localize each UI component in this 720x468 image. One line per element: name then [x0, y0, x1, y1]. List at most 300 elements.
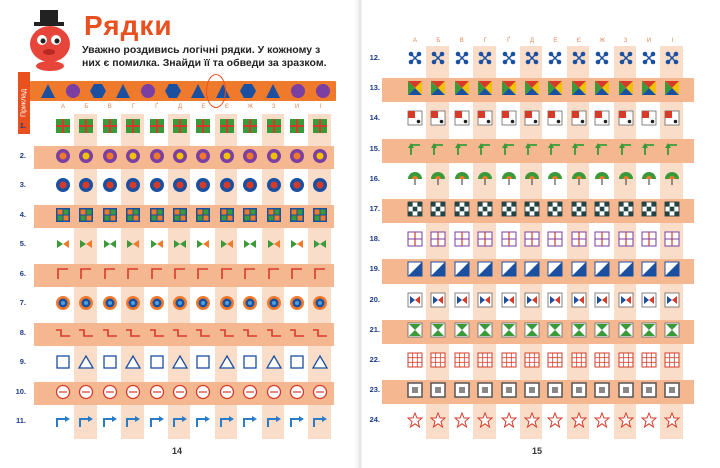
diagonal-square-cell[interactable]	[523, 260, 541, 278]
corner-bracket-cell[interactable]	[124, 265, 142, 283]
diagonal-square-icon	[454, 261, 470, 277]
red-grid-square-cell[interactable]	[570, 351, 588, 369]
arrow-turn-cell[interactable]	[77, 412, 95, 430]
bowtie-cell[interactable]	[265, 235, 283, 253]
bowtie-cell[interactable]	[124, 235, 142, 253]
red-grid-square-cell[interactable]	[663, 351, 681, 369]
purple-dot-cell[interactable]	[54, 147, 72, 165]
four-dot-knot-cell[interactable]	[406, 49, 424, 67]
line-square-cell[interactable]	[570, 230, 588, 248]
target-dot-cell[interactable]	[194, 176, 212, 194]
split-triangle-square-cell[interactable]	[523, 79, 541, 97]
corner-bracket-cell[interactable]	[288, 265, 306, 283]
bowtie-cell[interactable]	[77, 235, 95, 253]
hourglass-square-cell[interactable]	[546, 321, 564, 339]
red-dot-square-cell[interactable]	[663, 109, 681, 127]
step-line-cell[interactable]	[171, 324, 189, 342]
split-triangle-square-cell[interactable]	[593, 79, 611, 97]
green-corner-arrow-cell[interactable]	[453, 140, 471, 158]
split-triangle-square-cell[interactable]	[500, 79, 518, 97]
red-grid-square-cell[interactable]	[453, 351, 471, 369]
arrow-turn-cell[interactable]	[241, 412, 259, 430]
checker-square-cell[interactable]	[500, 200, 518, 218]
hourglass-square-cell[interactable]	[500, 321, 518, 339]
road-sign-cell[interactable]	[54, 353, 72, 371]
split-triangle-square-cell[interactable]	[617, 79, 635, 97]
square-cross-cell[interactable]	[311, 117, 329, 135]
round-sign-cell[interactable]	[101, 383, 119, 401]
bowtie-cell[interactable]	[148, 235, 166, 253]
diagonal-square-cell[interactable]	[429, 260, 447, 278]
line-square-cell[interactable]	[593, 230, 611, 248]
diagonal-square-cell[interactable]	[476, 260, 494, 278]
gray-frame-square-cell[interactable]	[406, 381, 424, 399]
checker-square-cell[interactable]	[593, 200, 611, 218]
target-dot-cell[interactable]	[124, 176, 142, 194]
road-sign-cell[interactable]	[265, 353, 283, 371]
purple-dot-cell[interactable]	[194, 147, 212, 165]
arrow-turn-icon	[149, 413, 165, 429]
diagonal-square-cell[interactable]	[406, 260, 424, 278]
corner-bracket-cell[interactable]	[311, 265, 329, 283]
corner-bracket-cell[interactable]	[77, 265, 95, 283]
round-sign-cell[interactable]	[288, 383, 306, 401]
purple-dot-cell[interactable]	[124, 147, 142, 165]
bowtie-square-cell[interactable]	[593, 291, 611, 309]
round-sign-cell[interactable]	[311, 383, 329, 401]
umbrella-cell[interactable]	[640, 170, 658, 188]
star-cell[interactable]	[500, 411, 518, 429]
green-corner-arrow-cell[interactable]	[523, 140, 541, 158]
bowtie-square-cell[interactable]	[663, 291, 681, 309]
target-ring-cell[interactable]	[54, 294, 72, 312]
star-cell[interactable]	[523, 411, 541, 429]
step-line-cell[interactable]	[194, 324, 212, 342]
corner-bracket-cell[interactable]	[265, 265, 283, 283]
gray-frame-square-cell[interactable]	[476, 381, 494, 399]
target-ring-cell[interactable]	[148, 294, 166, 312]
target-dot-cell[interactable]	[218, 176, 236, 194]
step-line-cell[interactable]	[54, 324, 72, 342]
corner-bracket-cell[interactable]	[148, 265, 166, 283]
bowtie-cell[interactable]	[54, 235, 72, 253]
square-cross-cell[interactable]	[124, 117, 142, 135]
green-corner-arrow-cell[interactable]	[476, 140, 494, 158]
four-dot-knot-cell[interactable]	[429, 49, 447, 67]
square-cross-cell[interactable]	[54, 117, 72, 135]
bowtie-cell[interactable]	[218, 235, 236, 253]
checker-square-cell[interactable]	[476, 200, 494, 218]
green-corner-arrow-cell[interactable]	[570, 140, 588, 158]
hourglass-square-cell[interactable]	[570, 321, 588, 339]
grid-square-cell[interactable]	[148, 206, 166, 224]
line-square-icon	[454, 231, 470, 247]
star-cell[interactable]	[476, 411, 494, 429]
grid-square-cell[interactable]	[54, 206, 72, 224]
red-grid-square-cell[interactable]	[593, 351, 611, 369]
round-sign-cell[interactable]	[77, 383, 95, 401]
diagonal-square-cell[interactable]	[593, 260, 611, 278]
grid-square-cell[interactable]	[101, 206, 119, 224]
purple-dot-cell[interactable]	[241, 147, 259, 165]
purple-dot-cell[interactable]	[171, 147, 189, 165]
bowtie-cell[interactable]	[241, 235, 259, 253]
four-dot-knot-cell[interactable]	[570, 49, 588, 67]
red-dot-square-cell[interactable]	[406, 109, 424, 127]
grid-square-cell[interactable]	[218, 206, 236, 224]
purple-dot-cell[interactable]	[288, 147, 306, 165]
checker-square-cell[interactable]	[617, 200, 635, 218]
hourglass-square-cell[interactable]	[617, 321, 635, 339]
corner-bracket-cell[interactable]	[218, 265, 236, 283]
split-triangle-square-cell[interactable]	[453, 79, 471, 97]
hourglass-square-cell[interactable]	[593, 321, 611, 339]
line-square-cell[interactable]	[617, 230, 635, 248]
target-ring-cell[interactable]	[311, 294, 329, 312]
red-dot-square-cell[interactable]	[429, 109, 447, 127]
red-dot-square-cell[interactable]	[640, 109, 658, 127]
gray-frame-square-cell[interactable]	[453, 381, 471, 399]
diagonal-square-icon	[501, 261, 517, 277]
road-sign-cell[interactable]	[77, 353, 95, 371]
line-square-cell[interactable]	[500, 230, 518, 248]
target-ring-cell[interactable]	[218, 294, 236, 312]
four-dot-knot-cell[interactable]	[640, 49, 658, 67]
step-line-cell[interactable]	[101, 324, 119, 342]
checker-square-cell[interactable]	[453, 200, 471, 218]
arrow-turn-cell[interactable]	[194, 412, 212, 430]
red-grid-square-cell[interactable]	[546, 351, 564, 369]
umbrella-cell[interactable]	[406, 170, 424, 188]
split-triangle-square-cell[interactable]	[406, 79, 424, 97]
hourglass-square-cell[interactable]	[523, 321, 541, 339]
diagonal-square-cell[interactable]	[617, 260, 635, 278]
gray-frame-square-cell[interactable]	[429, 381, 447, 399]
square-cross-cell[interactable]	[194, 117, 212, 135]
round-sign-cell[interactable]	[241, 383, 259, 401]
square-cross-cell[interactable]	[265, 117, 283, 135]
four-dot-knot-cell[interactable]	[593, 49, 611, 67]
target-dot-cell[interactable]	[288, 176, 306, 194]
target-dot-cell[interactable]	[77, 176, 95, 194]
purple-dot-cell[interactable]	[101, 147, 119, 165]
mascot-icon	[22, 8, 80, 72]
gray-frame-square-cell[interactable]	[640, 381, 658, 399]
target-ring-cell[interactable]	[241, 294, 259, 312]
umbrella-cell[interactable]	[617, 170, 635, 188]
step-line-cell[interactable]	[124, 324, 142, 342]
arrow-turn-cell[interactable]	[265, 412, 283, 430]
umbrella-cell[interactable]	[523, 170, 541, 188]
line-square-cell[interactable]	[429, 230, 447, 248]
column-letter: Г	[131, 104, 135, 110]
target-ring-cell[interactable]	[265, 294, 283, 312]
bowtie-square-cell[interactable]	[546, 291, 564, 309]
square-cross-cell[interactable]	[77, 117, 95, 135]
grid-square-cell[interactable]	[241, 206, 259, 224]
star-cell[interactable]	[429, 411, 447, 429]
arrow-turn-cell[interactable]	[101, 412, 119, 430]
umbrella-cell[interactable]	[663, 170, 681, 188]
red-dot-square-cell[interactable]	[500, 109, 518, 127]
purple-dot-cell[interactable]	[218, 147, 236, 165]
arrow-turn-cell[interactable]	[124, 412, 142, 430]
green-corner-arrow-cell[interactable]	[617, 140, 635, 158]
purple-dot-cell[interactable]	[148, 147, 166, 165]
corner-bracket-cell[interactable]	[171, 265, 189, 283]
step-line-cell[interactable]	[241, 324, 259, 342]
red-dot-square-icon	[571, 110, 587, 126]
line-square-cell[interactable]	[546, 230, 564, 248]
star-cell[interactable]	[663, 411, 681, 429]
square-cross-cell[interactable]	[148, 117, 166, 135]
grid-square-cell[interactable]	[288, 206, 306, 224]
diagonal-square-cell[interactable]	[663, 260, 681, 278]
red-dot-square-cell[interactable]	[523, 109, 541, 127]
step-line-cell[interactable]	[265, 324, 283, 342]
corner-bracket-cell[interactable]	[54, 265, 72, 283]
target-ring-cell[interactable]	[194, 294, 212, 312]
gray-frame-square-cell[interactable]	[663, 381, 681, 399]
checker-square-cell[interactable]	[663, 200, 681, 218]
red-dot-square-cell[interactable]	[593, 109, 611, 127]
red-grid-square-cell[interactable]	[617, 351, 635, 369]
corner-bracket-cell[interactable]	[241, 265, 259, 283]
checker-square-cell[interactable]	[523, 200, 541, 218]
step-line-cell[interactable]	[311, 324, 329, 342]
road-sign-cell[interactable]	[171, 353, 189, 371]
grid-square-cell[interactable]	[265, 206, 283, 224]
red-grid-square-cell[interactable]	[476, 351, 494, 369]
bowtie-square-cell[interactable]	[476, 291, 494, 309]
arrow-turn-cell[interactable]	[148, 412, 166, 430]
split-triangle-square-cell[interactable]	[476, 79, 494, 97]
target-dot-cell[interactable]	[101, 176, 119, 194]
square-cross-cell[interactable]	[288, 117, 306, 135]
gray-frame-square-cell[interactable]	[593, 381, 611, 399]
umbrella-cell[interactable]	[570, 170, 588, 188]
red-grid-square-cell[interactable]	[500, 351, 518, 369]
green-corner-arrow-cell[interactable]	[593, 140, 611, 158]
round-sign-cell[interactable]	[124, 383, 142, 401]
grid-square-cell[interactable]	[311, 206, 329, 224]
checker-square-cell[interactable]	[546, 200, 564, 218]
column-letter: А	[412, 38, 417, 44]
square-cross-cell[interactable]	[101, 117, 119, 135]
split-triangle-square-cell[interactable]	[640, 79, 658, 97]
green-corner-arrow-cell[interactable]	[663, 140, 681, 158]
bowtie-square-cell[interactable]	[570, 291, 588, 309]
umbrella-cell[interactable]	[593, 170, 611, 188]
corner-bracket-cell[interactable]	[194, 265, 212, 283]
star-cell[interactable]	[570, 411, 588, 429]
target-ring-cell[interactable]	[124, 294, 142, 312]
round-sign-cell[interactable]	[265, 383, 283, 401]
umbrella-cell[interactable]	[453, 170, 471, 188]
bowtie-square-cell[interactable]	[500, 291, 518, 309]
diagonal-square-cell[interactable]	[640, 260, 658, 278]
four-dot-knot-cell[interactable]	[663, 49, 681, 67]
red-grid-square-cell[interactable]	[406, 351, 424, 369]
gray-frame-square-cell[interactable]	[523, 381, 541, 399]
hourglass-square-cell[interactable]	[429, 321, 447, 339]
bowtie-square-cell[interactable]	[523, 291, 541, 309]
hourglass-square-cell[interactable]	[663, 321, 681, 339]
target-dot-cell[interactable]	[265, 176, 283, 194]
bowtie-square-cell[interactable]	[453, 291, 471, 309]
road-sign-cell[interactable]	[194, 353, 212, 371]
road-sign-cell[interactable]	[124, 353, 142, 371]
square-cross-cell[interactable]	[218, 117, 236, 135]
four-dot-knot-cell[interactable]	[617, 49, 635, 67]
round-sign-cell[interactable]	[171, 383, 189, 401]
hourglass-square-cell[interactable]	[640, 321, 658, 339]
star-cell[interactable]	[640, 411, 658, 429]
hourglass-square-cell[interactable]	[476, 321, 494, 339]
four-dot-knot-icon	[618, 50, 634, 66]
bowtie-square-cell[interactable]	[429, 291, 447, 309]
step-line-cell[interactable]	[148, 324, 166, 342]
line-square-cell[interactable]	[663, 230, 681, 248]
grid-square-cell[interactable]	[124, 206, 142, 224]
red-dot-square-cell[interactable]	[453, 109, 471, 127]
green-corner-arrow-cell[interactable]	[429, 140, 447, 158]
square-cross-cell[interactable]	[241, 117, 259, 135]
green-corner-arrow-cell[interactable]	[406, 140, 424, 158]
green-corner-arrow-cell[interactable]	[546, 140, 564, 158]
umbrella-cell[interactable]	[476, 170, 494, 188]
grid-square-cell[interactable]	[194, 206, 212, 224]
arrow-turn-cell[interactable]	[288, 412, 306, 430]
checker-square-cell[interactable]	[640, 200, 658, 218]
hourglass-square-cell[interactable]	[406, 321, 424, 339]
red-dot-square-cell[interactable]	[617, 109, 635, 127]
round-sign-cell[interactable]	[54, 383, 72, 401]
corner-bracket-cell[interactable]	[101, 265, 119, 283]
star-cell[interactable]	[546, 411, 564, 429]
gray-frame-square-cell[interactable]	[570, 381, 588, 399]
four-dot-knot-cell[interactable]	[476, 49, 494, 67]
red-dot-square-cell[interactable]	[570, 109, 588, 127]
umbrella-cell[interactable]	[500, 170, 518, 188]
umbrella-cell[interactable]	[546, 170, 564, 188]
checker-square-cell[interactable]	[406, 200, 424, 218]
road-sign-cell[interactable]	[311, 353, 329, 371]
target-dot-cell[interactable]	[54, 176, 72, 194]
gray-frame-square-cell[interactable]	[500, 381, 518, 399]
line-square-cell[interactable]	[453, 230, 471, 248]
red-grid-square-cell[interactable]	[429, 351, 447, 369]
four-dot-knot-cell[interactable]	[500, 49, 518, 67]
grid-square-cell[interactable]	[171, 206, 189, 224]
gray-frame-square-cell[interactable]	[546, 381, 564, 399]
split-triangle-square-cell[interactable]	[429, 79, 447, 97]
step-line-cell[interactable]	[288, 324, 306, 342]
bowtie-cell[interactable]	[311, 235, 329, 253]
split-triangle-square-cell[interactable]	[570, 79, 588, 97]
checker-square-cell[interactable]	[570, 200, 588, 218]
road-sign-cell[interactable]	[218, 353, 236, 371]
road-sign-cell[interactable]	[288, 353, 306, 371]
umbrella-cell[interactable]	[429, 170, 447, 188]
square-cross-cell[interactable]	[171, 117, 189, 135]
purple-dot-cell[interactable]	[311, 147, 329, 165]
target-ring-cell[interactable]	[288, 294, 306, 312]
red-dot-square-cell[interactable]	[546, 109, 564, 127]
round-sign-cell[interactable]	[218, 383, 236, 401]
line-square-cell[interactable]	[476, 230, 494, 248]
bowtie-cell[interactable]	[288, 235, 306, 253]
red-grid-square-cell[interactable]	[523, 351, 541, 369]
checker-square-cell[interactable]	[429, 200, 447, 218]
column-letter: І	[319, 104, 322, 110]
diagonal-square-cell[interactable]	[570, 260, 588, 278]
hourglass-square-cell[interactable]	[453, 321, 471, 339]
gray-frame-square-cell[interactable]	[617, 381, 635, 399]
four-dot-knot-cell[interactable]	[523, 49, 541, 67]
diagonal-square-cell[interactable]	[500, 260, 518, 278]
star-cell[interactable]	[453, 411, 471, 429]
bowtie-square-cell[interactable]	[640, 291, 658, 309]
target-ring-cell[interactable]	[171, 294, 189, 312]
star-cell[interactable]	[593, 411, 611, 429]
red-dot-square-cell[interactable]	[476, 109, 494, 127]
four-dot-knot-icon	[594, 50, 610, 66]
bowtie-square-cell[interactable]	[617, 291, 635, 309]
road-sign-cell[interactable]	[101, 353, 119, 371]
four-dot-knot-cell[interactable]	[546, 49, 564, 67]
split-triangle-square-cell[interactable]	[546, 79, 564, 97]
line-square-cell[interactable]	[406, 230, 424, 248]
round-sign-cell[interactable]	[148, 383, 166, 401]
line-square-cell[interactable]	[640, 230, 658, 248]
bowtie-square-cell[interactable]	[406, 291, 424, 309]
four-dot-knot-cell[interactable]	[453, 49, 471, 67]
green-corner-arrow-cell[interactable]	[500, 140, 518, 158]
round-sign-icon	[242, 384, 258, 400]
star-cell[interactable]	[406, 411, 424, 429]
purple-dot-cell[interactable]	[77, 147, 95, 165]
step-line-cell[interactable]	[77, 324, 95, 342]
bowtie-cell[interactable]	[101, 235, 119, 253]
star-cell[interactable]	[617, 411, 635, 429]
split-triangle-square-cell[interactable]	[663, 79, 681, 97]
target-ring-cell[interactable]	[77, 294, 95, 312]
arrow-turn-cell[interactable]	[218, 412, 236, 430]
purple-dot-cell[interactable]	[265, 147, 283, 165]
diagonal-square-cell[interactable]	[453, 260, 471, 278]
target-dot-cell[interactable]	[311, 176, 329, 194]
target-ring-cell[interactable]	[101, 294, 119, 312]
bowtie-cell[interactable]	[194, 235, 212, 253]
arrow-turn-cell[interactable]	[54, 412, 72, 430]
grid-square-cell[interactable]	[77, 206, 95, 224]
target-dot-cell[interactable]	[171, 176, 189, 194]
target-dot-cell[interactable]	[148, 176, 166, 194]
round-sign-cell[interactable]	[194, 383, 212, 401]
diagonal-square-cell[interactable]	[546, 260, 564, 278]
road-sign-cell[interactable]	[148, 353, 166, 371]
road-sign-cell[interactable]	[241, 353, 259, 371]
green-corner-arrow-cell[interactable]	[640, 140, 658, 158]
red-grid-square-cell[interactable]	[640, 351, 658, 369]
line-square-cell[interactable]	[523, 230, 541, 248]
step-line-cell[interactable]	[218, 324, 236, 342]
arrow-turn-cell[interactable]	[311, 412, 329, 430]
bowtie-cell[interactable]	[171, 235, 189, 253]
arrow-turn-cell[interactable]	[171, 412, 189, 430]
target-dot-cell[interactable]	[241, 176, 259, 194]
